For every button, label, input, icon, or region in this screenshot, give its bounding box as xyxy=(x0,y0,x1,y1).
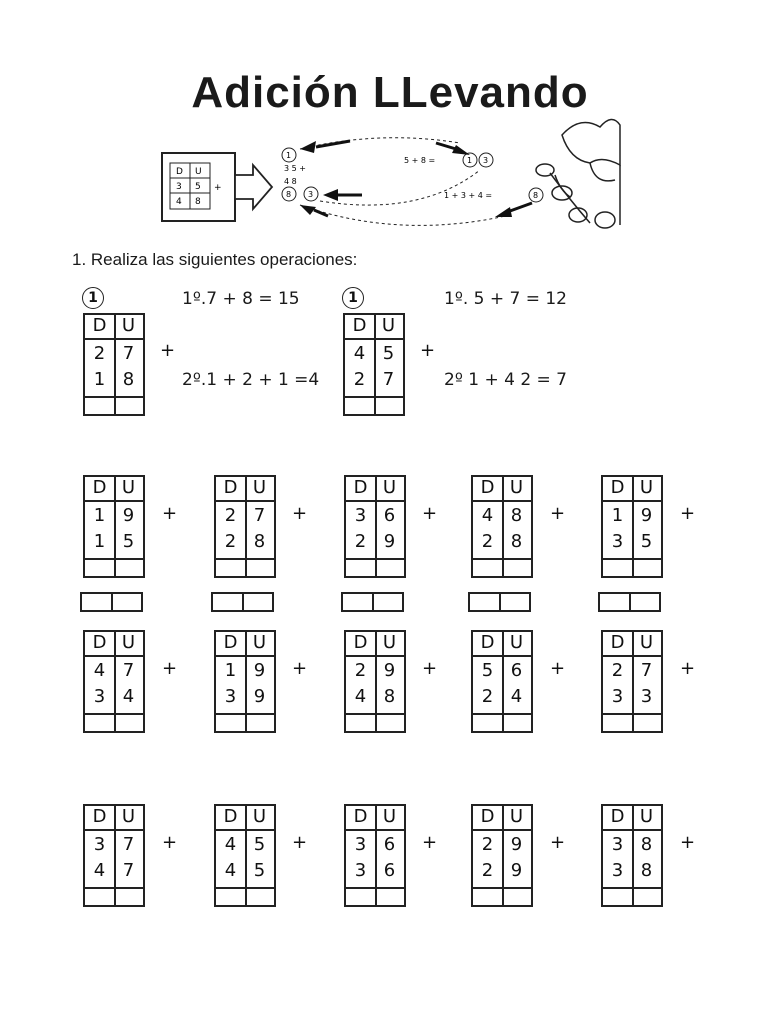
answer-row[interactable] xyxy=(603,889,661,905)
cell-bottom-tens: 3 xyxy=(224,686,237,707)
answer-row[interactable] xyxy=(603,560,661,576)
answer-row[interactable] xyxy=(85,715,143,731)
cell-top-tens: 3 xyxy=(93,834,106,855)
answer-row[interactable] xyxy=(216,889,274,905)
cell-header-u: U xyxy=(252,806,267,827)
mini-grid-head-u: U xyxy=(195,167,202,177)
answer-row[interactable] xyxy=(603,715,661,731)
worked-example-grid xyxy=(83,313,145,416)
plus-sign: + xyxy=(292,832,308,853)
plus-sign: + xyxy=(292,658,308,679)
plus-sign: + xyxy=(550,658,566,679)
instruction-text: 1. Realiza las siguientes operaciones: xyxy=(72,250,358,269)
answer-row[interactable] xyxy=(345,398,403,414)
exercise-grid xyxy=(601,475,663,578)
plus-sign: + xyxy=(680,832,696,853)
exercise-grid xyxy=(214,804,276,907)
cell-bottom-units: 8 xyxy=(122,369,135,390)
cell-bottom-units: 8 xyxy=(253,531,266,552)
cell-top-tens: 4 xyxy=(224,834,237,855)
cell-top-tens: 4 xyxy=(353,343,366,364)
exercise-grid xyxy=(214,475,276,578)
cell-top-units: 7 xyxy=(122,343,135,364)
mini-grid-head-d: D xyxy=(176,167,183,177)
plus-sign: + xyxy=(162,658,178,679)
cell-bottom-tens: 4 xyxy=(93,860,106,881)
mini-grid-r1-d: 3 xyxy=(176,182,182,192)
worked-step-1: 1º.7 + 8 = 15 xyxy=(182,289,300,309)
cell-header-u: U xyxy=(252,477,267,498)
arrow-right-icon xyxy=(235,165,272,209)
worked-step-1: 1º. 5 + 7 = 12 xyxy=(444,289,568,309)
cell-top-units: 6 xyxy=(510,660,523,681)
result-units: 3 xyxy=(308,190,314,199)
cell-top-tens: 2 xyxy=(481,834,494,855)
cell-bottom-tens: 3 xyxy=(93,686,106,707)
exercise-grid xyxy=(214,630,276,733)
cell-bottom-tens: 2 xyxy=(354,531,367,552)
cell-header-u: U xyxy=(509,632,524,653)
exercise-grid xyxy=(601,804,663,907)
addend-a: 3 5 + xyxy=(284,164,306,173)
cell-bottom-tens: 2 xyxy=(481,686,494,707)
carry-box[interactable] xyxy=(598,592,661,612)
cell-top-tens: 5 xyxy=(481,660,494,681)
plus-sign: + xyxy=(422,658,438,679)
exercise-grid xyxy=(344,630,406,733)
plus-sign: + xyxy=(550,503,566,524)
mini-grid-op: + xyxy=(214,183,222,193)
cell-top-units: 8 xyxy=(510,505,523,526)
plus-sign: + xyxy=(162,832,178,853)
cell-top-units: 9 xyxy=(253,660,266,681)
eq-top-unit: 3 xyxy=(483,156,489,165)
worked-step-2: 2º.1 + 2 + 1 =4 xyxy=(182,370,320,390)
explanation-diagram xyxy=(150,105,625,240)
answer-row[interactable] xyxy=(346,889,404,905)
answer-row[interactable] xyxy=(473,715,531,731)
cell-header-u: U xyxy=(509,477,524,498)
eq-bottom-result: 8 xyxy=(533,191,539,200)
answer-row[interactable] xyxy=(85,398,143,414)
cell-bottom-tens: 3 xyxy=(611,531,624,552)
cell-bottom-tens: 2 xyxy=(224,531,237,552)
cell-bottom-tens: 3 xyxy=(611,860,624,881)
cell-header-d: D xyxy=(610,477,625,498)
carry-digit: 1 xyxy=(286,151,292,160)
exercise-grid xyxy=(83,630,145,733)
cell-bottom-tens: 4 xyxy=(224,860,237,881)
carry-box[interactable] xyxy=(341,592,404,612)
cell-top-tens: 2 xyxy=(354,660,367,681)
cell-bottom-tens: 4 xyxy=(354,686,367,707)
plus-sign: + xyxy=(160,340,176,361)
cell-header-u: U xyxy=(509,806,524,827)
answer-row[interactable] xyxy=(85,889,143,905)
step-marker: 1 xyxy=(342,287,364,309)
arrowhead-bottom-right-icon xyxy=(495,207,512,217)
cell-top-units: 6 xyxy=(383,505,396,526)
cell-header-d: D xyxy=(352,315,367,336)
cell-top-tens: 2 xyxy=(93,343,106,364)
cell-bottom-units: 5 xyxy=(640,531,653,552)
cell-bottom-units: 7 xyxy=(122,860,135,881)
mini-grid-r2-d: 4 xyxy=(176,197,182,207)
cell-top-units: 9 xyxy=(122,505,135,526)
cell-header-d: D xyxy=(223,632,238,653)
exercise-grid xyxy=(83,804,145,907)
cell-top-tens: 1 xyxy=(611,505,624,526)
cell-bottom-units: 8 xyxy=(510,531,523,552)
cell-top-units: 7 xyxy=(640,660,653,681)
cell-header-u: U xyxy=(639,806,654,827)
cell-header-d: D xyxy=(353,632,368,653)
answer-row[interactable] xyxy=(473,889,531,905)
cell-header-d: D xyxy=(480,806,495,827)
cell-top-tens: 1 xyxy=(93,505,106,526)
cell-header-d: D xyxy=(92,806,107,827)
answer-row[interactable] xyxy=(346,715,404,731)
exercise-grid xyxy=(601,630,663,733)
cell-header-u: U xyxy=(639,632,654,653)
cell-header-u: U xyxy=(121,632,136,653)
cell-top-units: 7 xyxy=(253,505,266,526)
answer-row[interactable] xyxy=(216,560,274,576)
cell-top-tens: 4 xyxy=(93,660,106,681)
cell-bottom-units: 9 xyxy=(253,686,266,707)
answer-row[interactable] xyxy=(473,560,531,576)
dashed-arc-bottom xyxy=(300,205,510,225)
cell-bottom-tens: 3 xyxy=(354,860,367,881)
cell-header-u: U xyxy=(382,806,397,827)
plus-sign: + xyxy=(680,503,696,524)
cell-bottom-units: 6 xyxy=(383,860,396,881)
cell-header-u: U xyxy=(639,477,654,498)
cell-header-u: U xyxy=(381,315,396,336)
equation-top: 5 + 8 = xyxy=(404,156,436,165)
cell-bottom-units: 7 xyxy=(382,369,395,390)
exercise-grid xyxy=(344,804,406,907)
cell-bottom-units: 8 xyxy=(383,686,396,707)
plus-sign: + xyxy=(422,503,438,524)
eq-top-carry: 1 xyxy=(467,156,473,165)
plus-sign: + xyxy=(292,503,308,524)
cell-top-tens: 2 xyxy=(224,505,237,526)
exercise-grid xyxy=(471,630,533,733)
cell-header-d: D xyxy=(353,806,368,827)
mini-grid-r1-u: 5 xyxy=(195,182,201,192)
arrowhead-bottom-icon xyxy=(300,205,316,215)
cell-top-tens: 3 xyxy=(354,834,367,855)
cell-bottom-tens: 2 xyxy=(353,369,366,390)
cell-header-d: D xyxy=(610,632,625,653)
worked-step-2: 2º 1 + 4 2 = 7 xyxy=(444,370,568,390)
cell-bottom-tens: 1 xyxy=(93,531,106,552)
exercise-grid xyxy=(344,475,406,578)
plus-sign: + xyxy=(422,832,438,853)
plus-sign: + xyxy=(550,832,566,853)
plus-sign: + xyxy=(420,340,436,361)
cartoon-flowers-illustration xyxy=(536,119,620,228)
equation-bottom: 1 + 3 + 4 = xyxy=(444,191,493,200)
carry-box[interactable] xyxy=(80,592,143,612)
cell-top-tens: 3 xyxy=(354,505,367,526)
page-title: Adición LLevando xyxy=(191,68,589,117)
cell-top-units: 5 xyxy=(253,834,266,855)
cell-bottom-units: 9 xyxy=(383,531,396,552)
cell-top-units: 7 xyxy=(122,660,135,681)
cell-top-units: 5 xyxy=(382,343,395,364)
exercise-grid xyxy=(83,475,145,578)
cell-top-units: 9 xyxy=(510,834,523,855)
exercise-grid xyxy=(471,475,533,578)
cell-header-d: D xyxy=(610,806,625,827)
result-tens: 8 xyxy=(286,190,292,199)
cell-top-units: 6 xyxy=(383,834,396,855)
step-marker: 1 xyxy=(82,287,104,309)
cell-header-u: U xyxy=(382,632,397,653)
cell-bottom-units: 3 xyxy=(640,686,653,707)
mini-grid-r2-u: 8 xyxy=(195,197,201,207)
cell-header-u: U xyxy=(382,477,397,498)
addend-b: 4 8 xyxy=(284,177,297,186)
cell-bottom-units: 9 xyxy=(510,860,523,881)
cell-top-tens: 4 xyxy=(481,505,494,526)
cell-header-u: U xyxy=(252,632,267,653)
cell-top-units: 8 xyxy=(640,834,653,855)
cell-top-units: 9 xyxy=(383,660,396,681)
cell-bottom-units: 4 xyxy=(122,686,135,707)
cell-header-u: U xyxy=(121,477,136,498)
cell-header-d: D xyxy=(223,806,238,827)
plus-sign: + xyxy=(680,658,696,679)
cell-header-u: U xyxy=(121,806,136,827)
cell-header-d: D xyxy=(92,477,107,498)
cell-top-units: 9 xyxy=(640,505,653,526)
cell-bottom-tens: 3 xyxy=(611,686,624,707)
cell-header-d: D xyxy=(353,477,368,498)
cell-bottom-units: 8 xyxy=(640,860,653,881)
answer-row[interactable] xyxy=(216,715,274,731)
cell-bottom-units: 5 xyxy=(122,531,135,552)
answer-row[interactable] xyxy=(85,560,143,576)
cell-top-tens: 2 xyxy=(611,660,624,681)
answer-row[interactable] xyxy=(346,560,404,576)
cell-bottom-tens: 2 xyxy=(481,531,494,552)
arrowhead-middle-icon xyxy=(323,189,338,201)
cell-bottom-tens: 2 xyxy=(481,860,494,881)
carry-box[interactable] xyxy=(211,592,274,612)
cell-header-d: D xyxy=(480,477,495,498)
exercise-grid xyxy=(471,804,533,907)
arrowhead-top-icon xyxy=(300,141,316,153)
cell-header-d: D xyxy=(480,632,495,653)
carry-box[interactable] xyxy=(468,592,531,612)
cell-header-d: D xyxy=(92,632,107,653)
cell-header-d: D xyxy=(223,477,238,498)
plus-sign: + xyxy=(162,503,178,524)
cell-bottom-units: 4 xyxy=(510,686,523,707)
cell-bottom-units: 5 xyxy=(253,860,266,881)
cell-header-u: U xyxy=(121,315,136,336)
cell-header-d: D xyxy=(92,315,107,336)
worked-example-grid xyxy=(343,313,405,416)
cell-top-tens: 3 xyxy=(611,834,624,855)
cell-top-units: 7 xyxy=(122,834,135,855)
cell-bottom-tens: 1 xyxy=(93,369,106,390)
cell-top-tens: 1 xyxy=(224,660,237,681)
